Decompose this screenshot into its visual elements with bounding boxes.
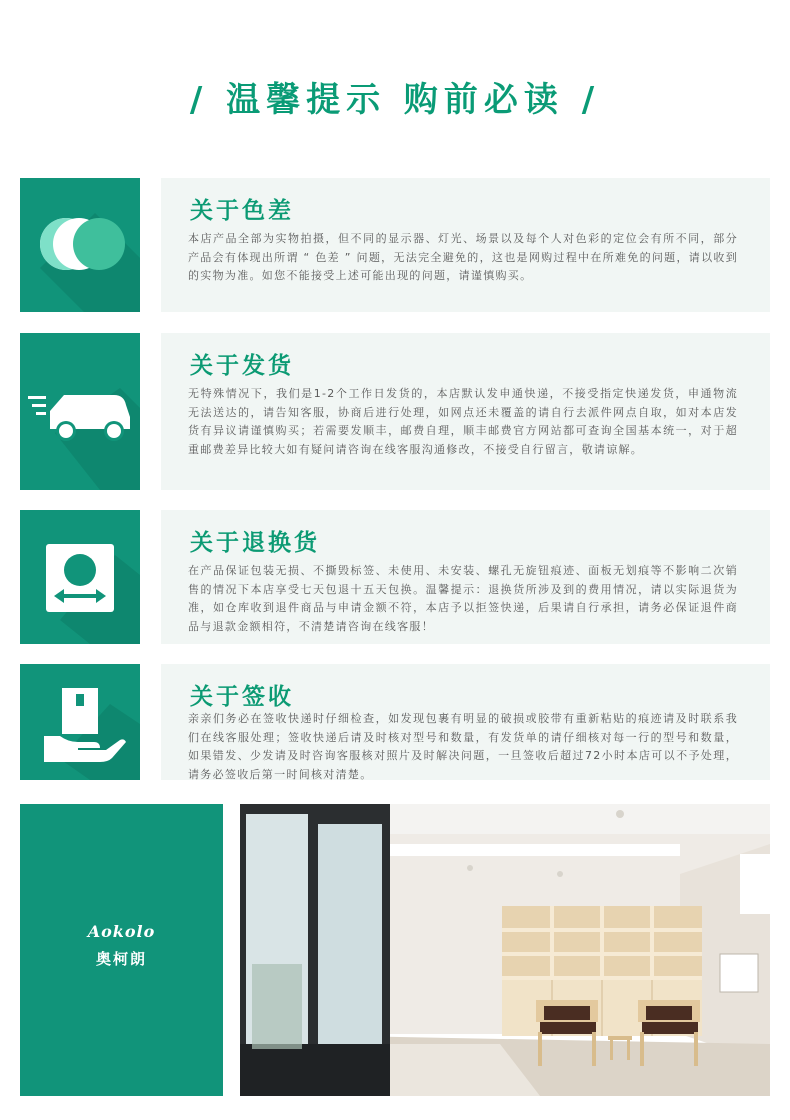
brand-logo-cn: 奥柯朗 (95, 950, 147, 968)
section-receipt (20, 664, 770, 780)
section-returns (20, 510, 770, 644)
color-difference-icon (20, 178, 140, 312)
return-exchange-icon (20, 510, 140, 644)
delivery-truck-icon (20, 333, 140, 490)
section-heading: 关于退换货 (190, 530, 320, 556)
section-body: 本店产品全部为实物拍摄，但不同的显示器、灯光、场景以及每个人对色彩的定位会有所不同，部分产品会有体现出所谓 “ 色差 ” 问题，无法完全避免的，这也是网购过程中在所难免的问题，请以收到的实物为准。如您不能接受上述可能出现的问题，请谨慎购买。 (188, 232, 738, 282)
section-heading: 关于发货 (190, 353, 294, 379)
color-difference-panel (161, 178, 770, 312)
returns-panel (161, 510, 770, 644)
brand-panel (20, 804, 223, 1096)
section-body: 在产品保证包装无损、不撕毁标签、未使用、未安装、螺孔无旋钮痕迹、面板无划痕等不影响二次销售的情况下本店享受七天包退十五天包换。温馨提示：退换货所涉及到的费用情况，请以实际退货为准，如仓库收到退件商品与申请金额不符，本店予以拒签快递，后果请自行承担，请务必保证退件商品与退款金额相符，不清楚请咨询在线客服！ (188, 564, 738, 633)
section-heading: 关于色差 (190, 198, 294, 224)
page-title: / 温馨提示 购前必读 / (189, 80, 601, 120)
section-color-difference (20, 178, 770, 312)
section-heading: 关于签收 (190, 684, 294, 710)
shipping-panel (161, 333, 770, 490)
section-body: 无特殊情况下，我们是1-2个工作日发货的，本店默认发申通快递，不接受指定快递发货，申通物流无法送达的，请告知客服，协商后进行处理，如网点还未覆盖的请自行去派件网点自取，如对本店发货有异议请谨慎购买；若需要发顺丰，邮费自理，顺丰邮费官方网站都可查询全国基本统一，对于超重邮费差异比较大如有疑问请咨询在线客服沟通修改，不接受自行留言，敬请谅解。 (188, 387, 738, 456)
receipt-panel (161, 664, 770, 780)
brand-logo-en: Aokolo (87, 922, 156, 941)
section-shipping (20, 333, 770, 490)
section-body: 亲亲们务必在签收快递时仔细检查，如发现包裹有明显的破损或胶带有重新粘贴的痕迹请及时联系我们在线客服处理；签收快递后请及时核对型号和数量，有发货单的请仔细核对每一行的型号和数量，如果错发、少发请及时咨询客服核对照片及时解决问题，一旦签收后超过72小时本店可以不予处理，请务必签收后第一时间核对清楚。 (188, 712, 738, 781)
package-receive-icon (20, 664, 140, 780)
living-room-photo (240, 804, 770, 1096)
